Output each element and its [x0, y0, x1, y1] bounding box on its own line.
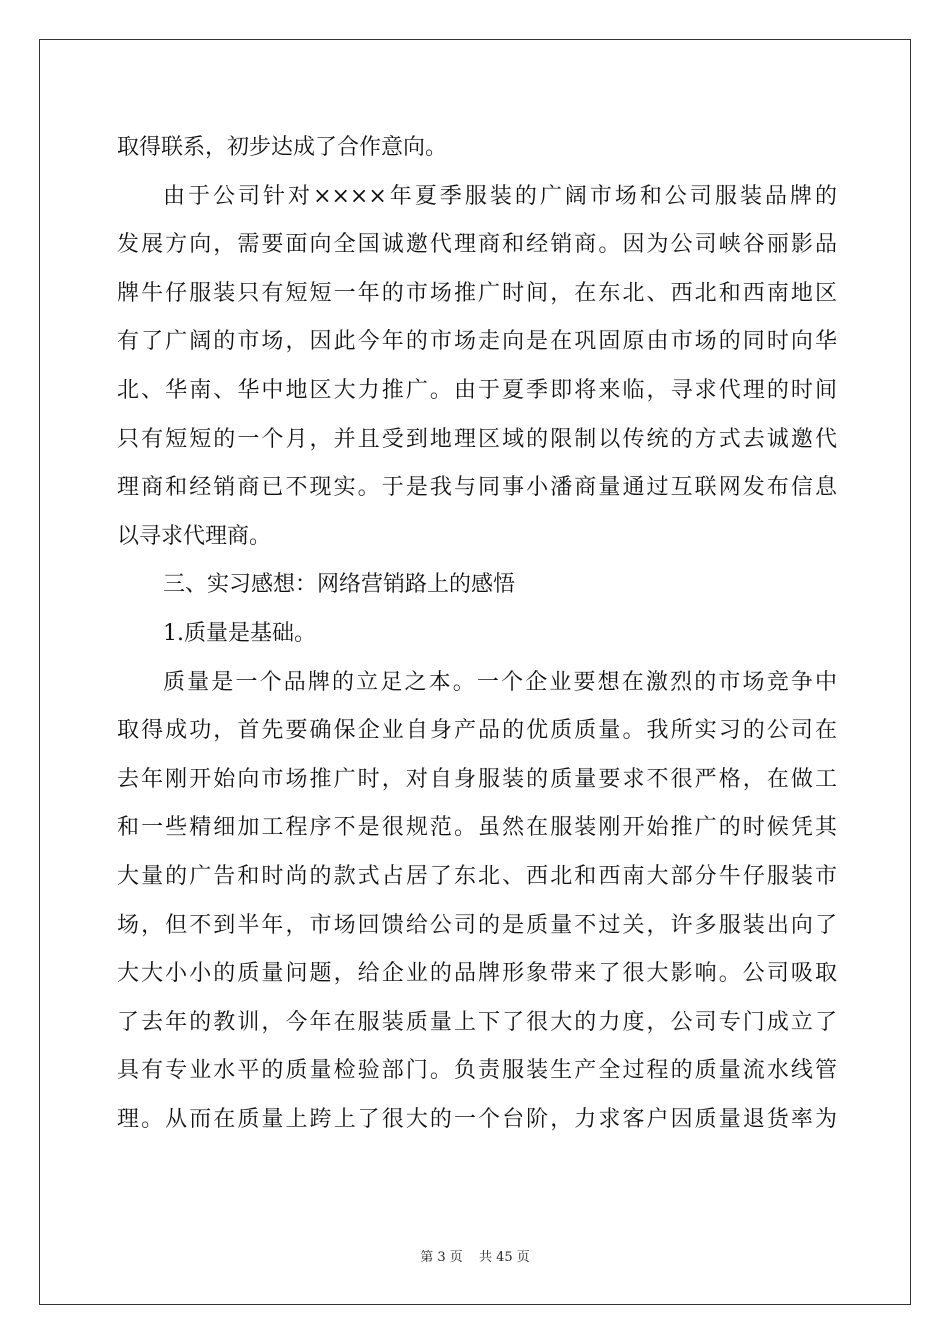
text-line: 由于公司针对××××年夏季服装的广阔市场和公司服装品牌的: [163, 183, 837, 209]
subsection-heading: 1.质量是基础。: [163, 620, 316, 646]
text-line: 取得联系，初步达成了合作意向。: [117, 135, 448, 160]
text-line: 去年刚开始向市场推广时，对自身服装的质量要求不很严格，在做工: [117, 766, 837, 792]
text-line: 了去年的教训，今年在服装质量上下了很大的力度，公司专门成立了: [117, 1009, 837, 1035]
section-heading: 三、实习感想：网络营销路上的感悟: [163, 572, 516, 598]
text-line: 大量的广告和时尚的款式占居了东北、西北和西南大部分牛仔服装市: [117, 863, 837, 889]
text-line: 大大小小的质量问题，给企业的品牌形象带来了很大影响。公司吸取: [117, 961, 837, 987]
page-number: 第 3 页: [420, 1250, 463, 1265]
document-body: [117, 124, 837, 1144]
text-line: 以寻求代理商。: [117, 523, 272, 549]
page-total: 共 45 页: [478, 1250, 530, 1265]
text-line: 北、华南、华中地区大力推广。由于夏季即将来临，寻求代理的时间: [117, 377, 837, 403]
text-line: 理商和经销商已不现实。于是我与同事小潘商量通过互联网发布信息: [117, 475, 837, 501]
text-line: 理。从而在质量上跨上了很大的一个台阶，力求客户因质量退货率为: [117, 1106, 837, 1132]
page-footer: [0, 1246, 950, 1265]
text-line: 取得成功，首先要确保企业自身产品的优质质量。我所实习的公司在: [117, 718, 837, 744]
text-line: 有了广阔的市场，因此今年的市场走向是在巩固原由市场的同时向华: [117, 329, 837, 355]
text-line: 场，但不到半年，市场回馈给公司的是质量不过关，许多服装出向了: [117, 912, 837, 938]
text-line: 质量是一个品牌的立足之本。一个企业要想在激烈的市场竞争中: [163, 669, 837, 695]
text-line: 牌牛仔服装只有短短一年的市场推广时间，在东北、西北和西南地区: [117, 280, 837, 306]
text-line: 和一些精细加工程序不是很规范。虽然在服装刚开始推广的时候凭其: [117, 815, 837, 841]
text-line: 发展方向，需要面向全国诚邀代理商和经销商。因为公司峡谷丽影品: [117, 232, 837, 258]
text-line: 只有短短的一个月，并且受到地理区域的限制以传统的方式去诚邀代: [117, 426, 837, 452]
text-line: 具有专业水平的质量检验部门。负责服装生产全过程的质量流水线管: [117, 1058, 837, 1084]
